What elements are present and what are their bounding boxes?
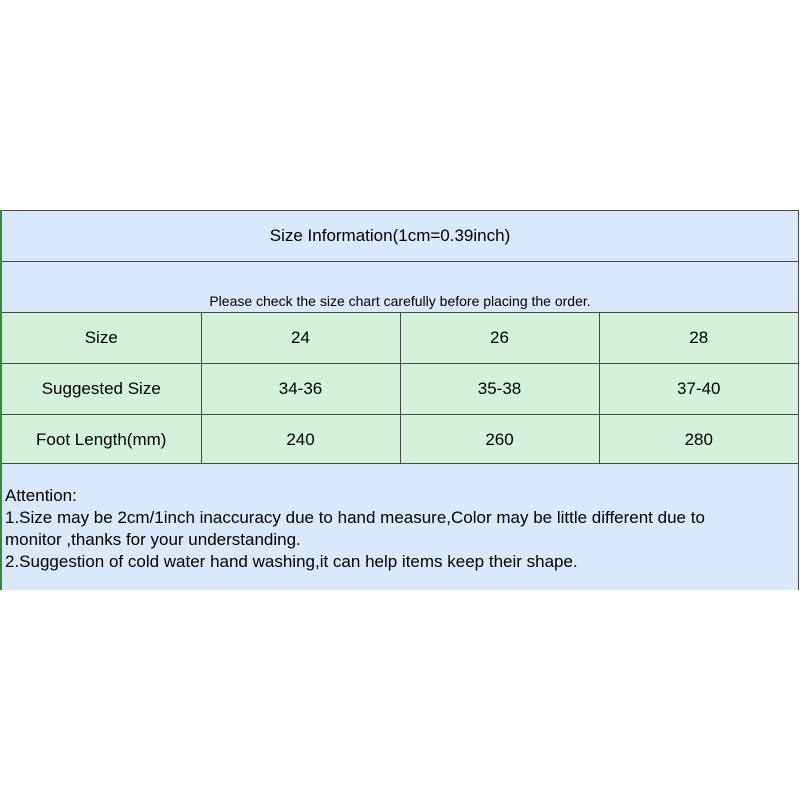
row-label-size: Size [2, 313, 201, 364]
table-row [2, 364, 798, 415]
note-row [2, 262, 798, 312]
row-label-foot-length: Foot Length(mm) [2, 415, 201, 466]
title-row [2, 211, 798, 262]
row-label-suggested-size: Suggested Size [2, 364, 201, 415]
attention-heading: Attention: [5, 486, 77, 505]
table-cell: 28 [599, 313, 798, 364]
table-cell: 37-40 [599, 364, 798, 415]
size-table [2, 312, 798, 466]
table-cell: 240 [201, 415, 400, 466]
table-row [2, 415, 798, 466]
table-cell: 35-38 [400, 364, 599, 415]
table-cell: 24 [201, 313, 400, 364]
size-chart-title: Size Information(1cm=0.39inch) [269, 226, 511, 245]
table-cell: 34-36 [201, 364, 400, 415]
table-cell: 26 [400, 313, 599, 364]
attention-line-1: 1.Size may be 2cm/1inch inaccuracy due to hand measure,Color may be little different due to [5, 508, 705, 527]
table-cell: 280 [599, 415, 798, 466]
table-row [2, 313, 798, 364]
attention-section [2, 463, 798, 590]
size-check-note: Please check the size chart carefully before placing the order. [209, 293, 591, 309]
table-cell: 260 [400, 415, 599, 466]
attention-line-2: 2.Suggestion of cold water hand washing,it can help items keep their shape. [5, 552, 578, 571]
size-chart [0, 210, 799, 590]
attention-line-1-continued: monitor ,thanks for your understanding. [5, 530, 301, 549]
